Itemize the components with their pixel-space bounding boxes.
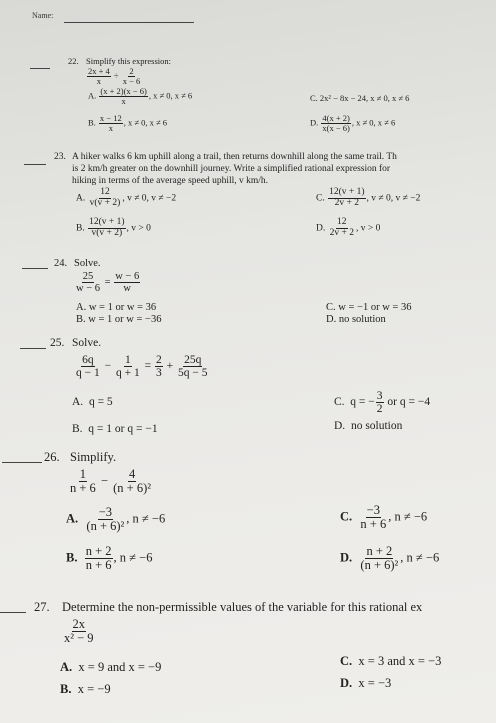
- q26-option-c-letter: C.: [340, 509, 353, 524]
- q22-option-d-den: x(x − 6): [322, 122, 350, 133]
- q24-option-c[interactable]: [326, 302, 411, 313]
- q22-option-a-num: (x + 2)(x − 6): [100, 86, 147, 96]
- q25-eq-num1: 6q: [82, 354, 94, 366]
- q25-eq-num4: 25q: [184, 354, 202, 366]
- q27-number: 27.: [34, 600, 50, 614]
- q24-option-a[interactable]: [76, 302, 156, 313]
- q26-option-a[interactable]: [66, 506, 165, 533]
- q27-expr-den: x² − 9: [64, 631, 94, 646]
- q25-option-b[interactable]: [72, 423, 158, 435]
- q25-option-d-text: no solution: [350, 420, 403, 432]
- q26-option-d[interactable]: [340, 545, 439, 572]
- q24-option-c-text: w = −1 or w = 36: [338, 302, 412, 313]
- q27-option-b-letter: B.: [60, 682, 72, 696]
- q23-answer-blank[interactable]: [24, 164, 46, 165]
- q24-option-b-text: w = 1 or w = −36: [88, 314, 162, 325]
- q22-option-c-letter: C.: [310, 93, 318, 103]
- q23-option-b-den: v(v + 2): [91, 227, 123, 238]
- q26-option-d-letter: D.: [340, 550, 353, 565]
- q25-option-c-den: 2: [376, 403, 383, 416]
- q23-option-a-letter: A.: [76, 193, 86, 204]
- q25-eq-den4: 5q − 5: [178, 367, 208, 380]
- q25-option-a-letter: A.: [72, 396, 84, 408]
- q23-option-c-cond: , v ≠ 0, v ≠ −2: [366, 193, 421, 204]
- q27-option-a[interactable]: [60, 660, 161, 675]
- q23-option-d-cond: , v > 0: [355, 223, 381, 234]
- q26-option-d-cond: , n ≠ −6: [400, 550, 440, 565]
- q25-option-c[interactable]: [334, 390, 430, 415]
- q27-option-d[interactable]: [340, 676, 391, 691]
- q27-option-d-letter: D.: [340, 676, 353, 690]
- q22-option-a[interactable]: [88, 87, 192, 106]
- q26-option-c-den: n + 6: [360, 517, 387, 532]
- q25-number: 25.: [50, 337, 65, 349]
- q23-option-d-num: 12: [337, 217, 347, 227]
- q22-prompt: Simplify this expression:: [86, 56, 171, 66]
- q24-option-d-text: no solution: [338, 314, 386, 325]
- q24-answer-blank[interactable]: [22, 268, 48, 269]
- q26-option-c-cond: , n ≠ −6: [388, 509, 428, 524]
- q23-line-3: hiking in terms of the average speed uphill, v km/h.: [72, 176, 269, 186]
- q22-option-a-letter: A.: [88, 90, 97, 101]
- q25-eq-den1: q − 1: [76, 367, 100, 380]
- q26-option-b[interactable]: [66, 545, 152, 572]
- q23-option-c-num: 12(v + 1): [329, 187, 365, 197]
- q26-answer-blank[interactable]: [2, 462, 42, 463]
- q23-option-a-num: 12: [100, 187, 110, 197]
- q23-option-c[interactable]: [316, 188, 420, 209]
- q25-option-c-num: 3: [376, 390, 383, 402]
- q22-option-b-num: x − 12: [99, 113, 122, 123]
- q25-answer-blank[interactable]: [20, 348, 46, 349]
- q25-eq-op2: +: [166, 360, 174, 373]
- q25-eq-num2: 1: [125, 354, 131, 366]
- q26-option-a-letter: A.: [66, 511, 79, 526]
- q26-option-b-num: n + 2: [85, 544, 112, 558]
- q23-line-2: is 2 km/h greater on the downhill journey. Write a simplified rational expression for: [72, 164, 391, 174]
- q26-option-d-num: n + 2: [366, 544, 393, 558]
- q23-option-d-letter: D.: [316, 223, 326, 234]
- q25-option-c-pre: q = −: [350, 396, 375, 409]
- q27-option-c-letter: C.: [340, 654, 353, 668]
- q24-eq-equals: =: [104, 276, 111, 288]
- q22-expr-num1: 2x + 4: [88, 66, 110, 76]
- q25-option-c-post: or q = −4: [384, 396, 431, 409]
- q25-prompt: Solve.: [72, 337, 102, 349]
- q25-eq-den3: 3: [156, 367, 162, 380]
- q26-option-c[interactable]: [340, 504, 427, 531]
- q25-eq-den2: q + 1: [116, 367, 140, 380]
- q27-option-b-text: x = −9: [77, 682, 111, 696]
- q26-expr-den1: n + 6: [70, 481, 96, 496]
- q22-expr-op: ÷: [113, 70, 119, 81]
- q22-option-d-num: 4(x + 2): [322, 113, 350, 123]
- q23-option-b-letter: B.: [76, 223, 85, 234]
- q26-option-a-num: −3: [98, 505, 112, 519]
- q23-option-a-den: v(v + 2): [89, 197, 121, 208]
- q26-option-a-cond: , n ≠ −6: [126, 511, 166, 526]
- q26-option-d-den: (n + 6)²: [360, 558, 399, 573]
- q23-option-b-num: 12(v + 1): [89, 217, 125, 227]
- q25-option-b-text: q = 1 or q = −1: [88, 423, 158, 435]
- q23-option-c-letter: C.: [316, 193, 325, 204]
- q22-option-d-cond: , x ≠ 0, x ≠ 6: [351, 117, 396, 128]
- q24-option-a-text: w = 1 or w = 36: [88, 302, 157, 313]
- q24-option-a-letter: A.: [76, 302, 87, 313]
- q24-prompt: Solve.: [74, 258, 101, 269]
- q22-option-b[interactable]: [88, 114, 167, 133]
- q22-option-c[interactable]: [310, 93, 409, 103]
- q24-option-b[interactable]: [76, 314, 161, 325]
- q22-option-d-letter: D.: [310, 117, 319, 128]
- q27-expr-num: 2x: [72, 617, 86, 631]
- q25-option-b-letter: B.: [72, 423, 83, 435]
- q22-answer-blank[interactable]: [30, 68, 50, 69]
- q22-option-b-cond: , x ≠ 0, x ≠ 6: [123, 117, 168, 128]
- q24-option-d-letter: D.: [326, 314, 337, 325]
- q27-option-b[interactable]: [60, 682, 111, 697]
- q22-option-a-den: x: [121, 95, 126, 106]
- q23-option-c-den: 2v + 2: [334, 197, 359, 208]
- q26-expr-op: −: [100, 473, 108, 488]
- q24-option-c-letter: C.: [326, 302, 336, 313]
- q24-equation: [74, 271, 141, 294]
- q22-expression: [86, 67, 142, 86]
- q22-expr-den1: x: [96, 75, 102, 86]
- q23-option-d[interactable]: [316, 218, 380, 239]
- q26-option-b-letter: B.: [66, 550, 78, 565]
- q25-option-a-text: q = 5: [88, 396, 113, 408]
- q23-option-b[interactable]: [76, 218, 151, 239]
- q22-expr-den2: x − 6: [122, 75, 141, 86]
- q26-option-b-den: n + 6: [85, 558, 112, 573]
- q26-expression: [68, 468, 153, 495]
- q24-option-b-letter: B.: [76, 314, 86, 325]
- q22-number: 22.: [68, 56, 79, 66]
- q24-option-d[interactable]: [326, 314, 386, 325]
- q26-option-b-cond: , n ≠ −6: [113, 550, 153, 565]
- q26-prompt: Simplify.: [70, 450, 117, 464]
- name-field[interactable]: [64, 22, 194, 23]
- q23-option-b-cond: , v > 0: [126, 223, 151, 234]
- q25-option-d[interactable]: [334, 420, 402, 432]
- q27-expression: [62, 618, 96, 645]
- q26-expr-den2: (n + 6)²: [113, 481, 151, 496]
- q25-eq-num3: 2: [156, 354, 162, 366]
- q24-eq-den2: w: [123, 283, 131, 295]
- q27-option-c[interactable]: [340, 654, 441, 669]
- q26-number: 26.: [44, 450, 60, 464]
- q24-eq-num1: 25: [82, 271, 94, 282]
- q23-line-1: A hiker walks 6 km uphill along a trail, then returns downhill along the same trail. Th: [72, 152, 397, 162]
- q22-option-b-den: x: [108, 122, 113, 133]
- q22-option-d[interactable]: [310, 114, 395, 133]
- q23-option-a[interactable]: [76, 188, 176, 209]
- q23-number: 23.: [54, 152, 66, 162]
- q22-option-c-text: 2x² − 8x − 24, x ≠ 0, x ≠ 6: [319, 93, 410, 103]
- q25-option-a[interactable]: [72, 396, 113, 408]
- q26-option-a-den: (n + 6)²: [86, 519, 125, 534]
- q25-eq-equals: =: [144, 360, 152, 373]
- q23-option-a-cond: , v ≠ 0, v ≠ −2: [122, 193, 177, 204]
- name-label: Name:: [32, 11, 54, 20]
- q27-answer-blank[interactable]: [0, 612, 26, 613]
- q24-eq-den1: w − 6: [76, 283, 101, 295]
- q22-expr-num2: 2: [129, 66, 134, 76]
- q25-option-d-letter: D.: [334, 420, 346, 432]
- q24-eq-num2: w − 6: [115, 271, 140, 282]
- q27-option-a-letter: A.: [60, 660, 73, 674]
- q22-option-a-cond: , x ≠ 0, x ≠ 6: [148, 90, 193, 101]
- q27-option-d-text: x = −3: [358, 676, 392, 690]
- q25-eq-op1: −: [104, 360, 112, 373]
- q25-equation: [74, 354, 210, 379]
- q26-expr-num2: 4: [128, 467, 136, 481]
- q27-option-c-text: x = 3 and x = −3: [358, 654, 442, 668]
- q26-option-c-num: −3: [366, 503, 380, 517]
- q27-option-a-text: x = 9 and x = −9: [78, 660, 162, 674]
- q24-number: 24.: [54, 258, 68, 269]
- q26-expr-num1: 1: [79, 467, 87, 481]
- q22-option-b-letter: B.: [88, 117, 96, 128]
- q23-option-d-den: 2v + 2: [329, 227, 354, 238]
- q25-option-c-letter: C.: [334, 396, 345, 409]
- q27-prompt: Determine the non-permissible values of the variable for this rational ex: [62, 600, 423, 614]
